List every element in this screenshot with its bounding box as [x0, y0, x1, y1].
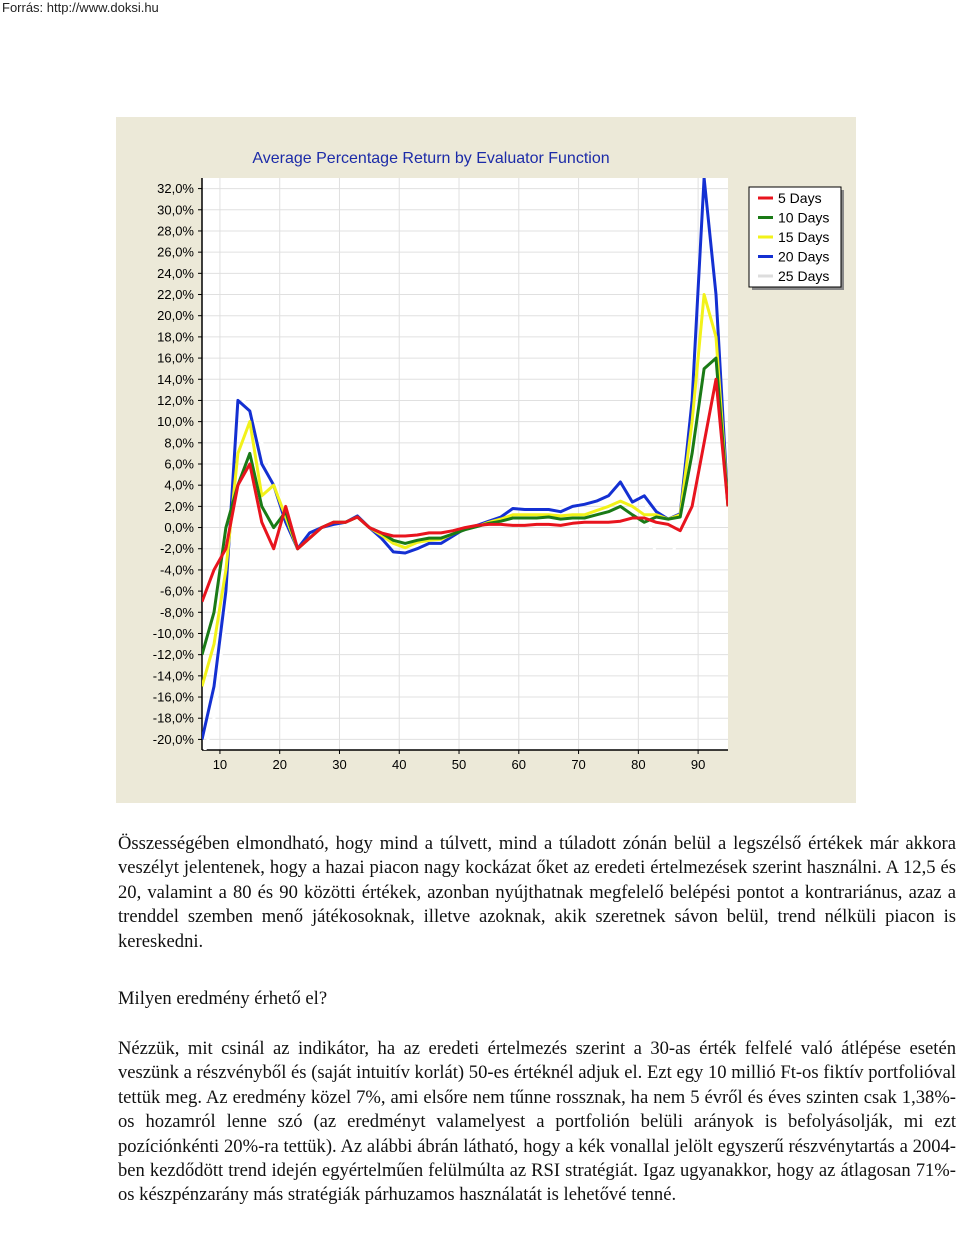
legend-label-5-days: 5 Days — [778, 190, 822, 206]
y-tick-label: 30,0% — [157, 202, 194, 218]
x-tick-label: 20 — [272, 757, 287, 772]
x-tick-label: 60 — [511, 757, 527, 772]
y-tick-label: 6,0% — [164, 456, 194, 472]
x-tick-label: 80 — [631, 757, 646, 772]
y-tick-label: 16,0% — [157, 350, 194, 366]
chart-svg — [116, 117, 856, 803]
y-tick-label: 2,0% — [164, 498, 194, 514]
x-tick-label: 10 — [212, 757, 228, 772]
y-tick-label: 18,0% — [157, 329, 194, 345]
x-tick-label: 30 — [332, 757, 347, 772]
x-tick-label: 90 — [690, 757, 706, 772]
paragraph-results: Nézzük, mit csinál az indikátor, ha az eredeti értelmezés szerint a 30-as érték felfelé való átlépése esetén veszünk a részvényből és (saját intuitív korlát) 50-es értéknél adjuk el. Ezt egy 10 millió Ft-os fiktív portfolióval tettük meg. Az eredmény közel 7%, ami elsőre nem tűnne rossznak, ha nem 5 évről és éves szinten csak 1,38%-os hozamról lenne szó (az eredményt valamelyest a portfolión belüli arányok is befolyásolják, mi ezt pozíciónkénti 20%-ra tettük). Az alábbi ábrán látható, hogy a kék vonallal jelölt egyszerű részvénytartás a 2004-ben kezdődött trend idején egyértelműen felülmúlta az RSI stratégiát. Igaz ugyanakkor, hogy az átlagosan 71%-os készpénzarány más stratégiák párhuzamos használatát is lehetővé tenné. — [118, 1038, 956, 1206]
y-tick-label: -18,0% — [152, 710, 194, 726]
chart-title: Average Percentage Return by Evaluator Function — [252, 150, 610, 167]
x-tick-label: 70 — [571, 757, 586, 772]
x-tick-label: 40 — [392, 757, 407, 772]
y-tick-label: 24,0% — [157, 265, 194, 281]
y-tick-label: 26,0% — [157, 244, 194, 260]
y-tick-label: 20,0% — [157, 308, 194, 324]
y-tick-label: -6,0% — [160, 583, 194, 599]
legend-label-15-days: 15 Days — [778, 229, 830, 245]
source-label: Forrás: http://www.doksi.hu — [2, 0, 159, 15]
y-tick-label: 22,0% — [157, 287, 194, 303]
y-tick-label: -2,0% — [160, 541, 194, 557]
y-tick-label: -4,0% — [160, 562, 194, 578]
legend-label-20-days: 20 Days — [778, 248, 830, 265]
y-tick-label: 14,0% — [157, 371, 194, 387]
y-tick-label: -12,0% — [152, 647, 194, 663]
x-tick-label: 50 — [451, 757, 467, 772]
y-tick-label: 4,0% — [164, 477, 194, 493]
legend-label-10-days: 10 Days — [778, 209, 830, 226]
section-question: Milyen eredmény érhető el? — [118, 988, 328, 1009]
y-tick-label: 32,0% — [157, 181, 194, 197]
y-tick-label: 12,0% — [157, 392, 194, 408]
chart-container — [116, 117, 856, 803]
y-tick-label: -16,0% — [152, 689, 194, 705]
y-tick-label: 28,0% — [157, 223, 194, 239]
legend-label-25-days: 25 Days — [778, 268, 830, 284]
y-tick-label: 8,0% — [164, 435, 194, 451]
y-tick-label: -14,0% — [152, 668, 194, 684]
y-tick-label: -10,0% — [152, 625, 194, 641]
y-tick-label: 0,0% — [164, 520, 194, 536]
y-tick-label: -20,0% — [152, 731, 194, 747]
y-tick-label: 10,0% — [157, 414, 194, 430]
paragraph-summary: Összességében elmondható, hogy mind a túlvett, mind a túladott zónán belül a legszélső értékek már akkora veszélyt jelentenek, hogy a hazai piacon nagy kockázat őket az eredeti értelmezések szerint használni. A 12,5 és 20, valamint a 80 és 90 közötti értékek, azonban nyújthatnak megfelelő belépési pontot a kontrariánus, azaz a trenddel szemben menő játékosoknak, illetve azoknak, akik szeretnek sávon belül, trend nélküli piacon is kereskedni. — [118, 833, 956, 952]
y-tick-label: -8,0% — [160, 604, 194, 620]
